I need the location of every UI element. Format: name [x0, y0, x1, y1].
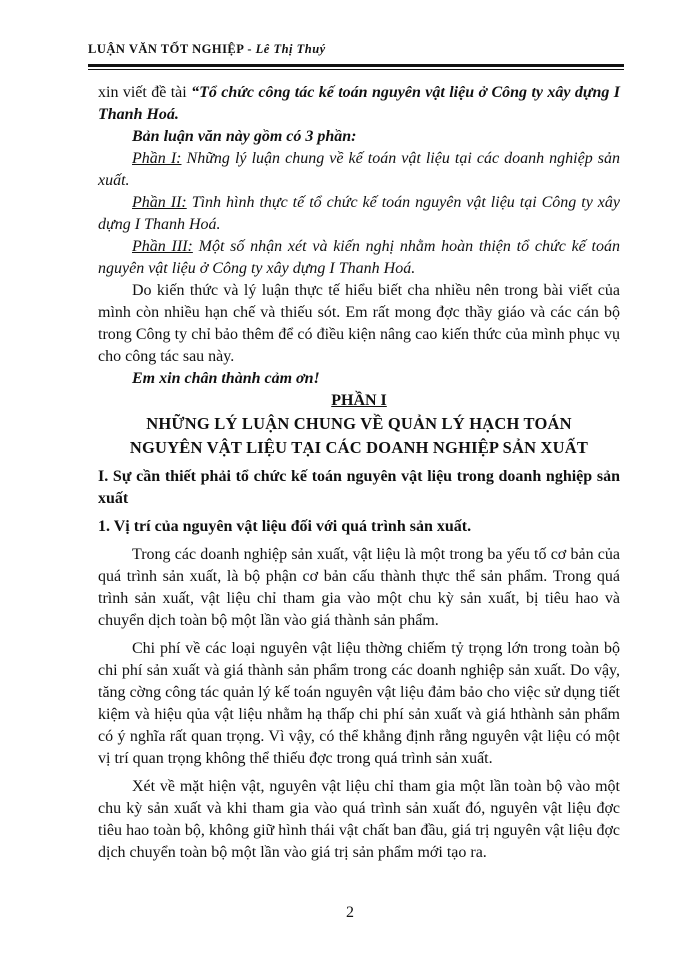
part-item-1-text: Những lý luận chung về kế toán vật liệu tại các doanh nghiệp sản xuất.	[98, 150, 620, 189]
part1-heading-line2: NGUYÊN VẬT LIỆU TẠI CÁC DOANH NGHIỆP SẢN XUẤT	[129, 438, 589, 457]
thanks-line: Em xin chân thành cảm ơn!	[132, 370, 320, 387]
body-paragraph-1: Trong các doanh nghiệp sản xuất, vật liệu là một trong ba yếu tố cơ bản của quá trình sản xuất, là bộ phận cơ bản cấu thành thực thể sản phẩm. Trong quá trình sản xuất, vật liệu chỉ tham gia vào một chu kỳ sản xuất, bị tiêu hao và chuyển dịch toàn bộ một lần vào giá thành sản phẩm.	[98, 546, 620, 629]
part-item-3-label: Phần III:	[132, 238, 193, 255]
part-item-2-text: Tình hình thực tế tổ chức kế toán nguyên vật liệu tại Công ty xây dựng I Thanh Hoá.	[98, 194, 620, 233]
part-item-2-label: Phần II:	[132, 194, 187, 211]
part-item-1	[98, 148, 620, 192]
part-item-3	[98, 236, 620, 280]
header-prefix: LUẬN VĂN TỐT NGHIỆP -	[88, 42, 256, 56]
page-number: 2	[346, 904, 354, 921]
page-body	[98, 82, 620, 864]
running-header	[88, 42, 624, 57]
thesis-structure: Bản luận văn này gồm có 3 phần:	[132, 128, 357, 145]
part-item-3-text: Một số nhận xét và kiến nghị nhằm hoàn thiện tổ chức kế toán nguyên vật liệu ở Công ty xây dựng I Thanh Hoá.	[98, 238, 620, 277]
section-I-heading: I. Sự cần thiết phải tổ chức kế toán nguyên vật liệu trong doanh nghiệp sản xuất	[98, 468, 620, 507]
intro-topic-line	[98, 82, 620, 126]
thesis-topic: “Tổ chức công tác kế toán nguyên vật liệu ở Công ty xây dựng I Thanh Hoá.	[98, 84, 620, 123]
intro-lead-text: xin viết đề tài	[98, 84, 192, 101]
part1-title: PHẦN I	[331, 392, 387, 409]
part-item-2	[98, 192, 620, 236]
part1-heading-line1: NHỮNG LÝ LUẬN CHUNG VỀ QUẢN LÝ HẠCH TOÁN	[146, 414, 572, 433]
header-author: Lê Thị Thuý	[255, 42, 326, 56]
body-paragraph-3: Xét về mặt hiện vật, nguyên vật liệu chỉ tham gia một lần toàn bộ vào một chu kỳ sản xuất và khi tham gia vào quá trình sản xuất đó, nguyên vật liệu đợc tiêu hao toàn bộ, không giữ hình thái vật chất ban đầu, giá trị nguyên vật liệu đợc dịch chuyển toàn bộ một lần vào giá trị sản phẩm mới tạo ra.	[98, 778, 620, 861]
header-rule-thick	[88, 64, 624, 67]
section-1-heading: 1. Vị trí của nguyên vật liệu đối với quá trình sản xuất.	[98, 518, 472, 535]
body-paragraph-2: Chi phí về các loại nguyên vật liệu thờng chiếm tỷ trọng lớn trong toàn bộ chi phí sản xuất và giá thành sản phẩm trong các doanh nghiệp sản xuất. Do vậy, tăng cờng công tác quản lý kế toán nguyên vật liệu đảm bảo cho việc sử dụng tiết kiệm và hiệu qủa vật liệu nhằm hạ thấp chi phí sản xuất và giá hthành sản phẩm có ý nghĩa rất quan trọng. Vì vậy, có thể khẳng định rằng nguyên vật liệu có một vị trí quan trọng không thể thiếu đợc trong quá trình sản xuất.	[98, 640, 620, 767]
apology-paragraph: Do kiến thức và lý luận thực tế hiểu biết cha nhiều nên trong bài viết của mình còn nhiều hạn chế và thiếu sót. Em rất mong đợc thầy giáo và các cán bộ trong Công ty chỉ bảo thêm để có điều kiện nâng cao kiến thức của mình phục vụ cho công tác sau này.	[98, 282, 620, 365]
part-item-1-label: Phần I:	[132, 150, 182, 167]
header-rule-thin	[88, 69, 624, 70]
